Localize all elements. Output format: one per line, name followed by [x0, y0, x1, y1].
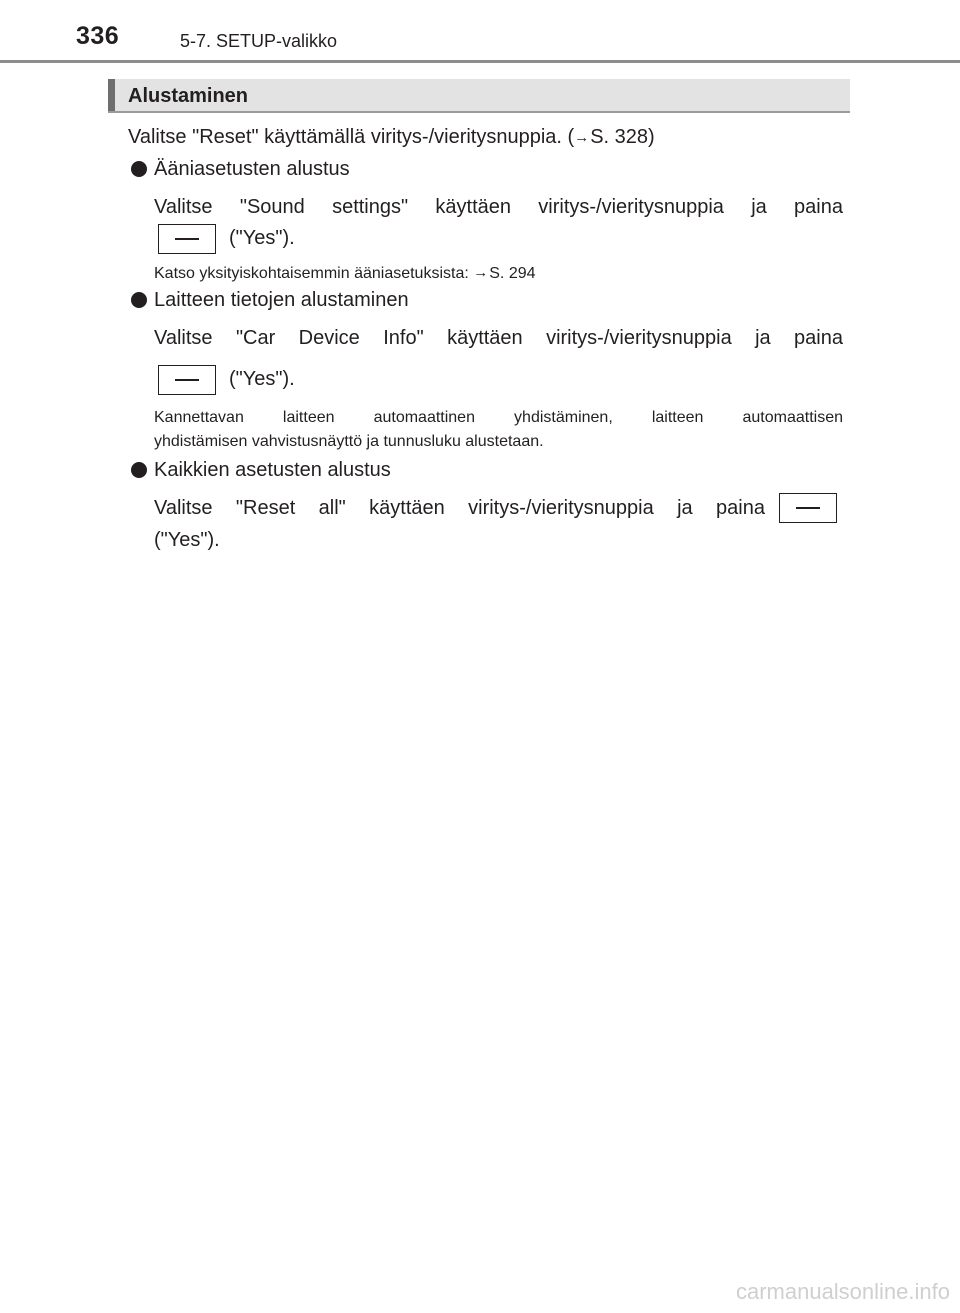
item-instruction: Valitse "Reset all" käyttäen viritys-/vieritysnuppia ja paina: [154, 497, 765, 519]
dash-key-icon: [158, 365, 216, 395]
dash-icon: [175, 379, 199, 381]
item-title: Kaikkien asetusten alustus: [154, 459, 391, 481]
heading-accent-bar: [108, 79, 115, 111]
intro-page-ref: S. 328): [590, 126, 655, 148]
item-note-line: yhdistämisen vahvistusnäyttö ja tunnusluku alustetaan.: [154, 433, 544, 450]
arrow-icon: →: [473, 264, 489, 281]
intro-text: Valitse "Reset" käyttämällä viritys-/vieritysnuppia. (: [128, 126, 575, 148]
item-instruction: Valitse "Sound settings" käyttäen viritys-/vieritysnuppia ja paina: [154, 196, 843, 218]
bullet-icon: [131, 462, 147, 478]
dash-icon: [796, 507, 820, 509]
chapter-title: 5-7. SETUP-valikko: [180, 31, 338, 51]
section-heading-text: Alustaminen: [128, 85, 249, 107]
dash-key-icon: [779, 493, 837, 523]
dash-icon: [175, 238, 199, 240]
item-note-line: Kannettavan laitteen automaattinen yhdistäminen, laitteen automaattisen: [154, 409, 843, 426]
bullet-icon: [131, 292, 147, 308]
arrow-icon: →: [574, 129, 590, 146]
section-heading: [108, 79, 850, 113]
page-header: [0, 0, 960, 64]
item-instruction-end: ("Yes").: [229, 227, 295, 249]
item-title: Laitteen tietojen alustaminen: [154, 289, 409, 311]
note-page-ref: S. 294: [489, 265, 536, 282]
item-instruction-end: ("Yes").: [229, 368, 295, 390]
item-instruction-end: ("Yes").: [154, 529, 220, 551]
note-text: Katso yksityiskohtaisemmin ääniasetuksista:: [154, 265, 474, 282]
item-instruction: Valitse "Car Device Info" käyttäen viritys-/vieritysnuppia ja paina: [154, 327, 843, 349]
item-title: Ääniasetusten alustus: [154, 158, 350, 180]
watermark: carmanualsonline.info: [735, 1279, 950, 1304]
dash-key-icon: [158, 224, 216, 254]
header-rule: [0, 60, 960, 63]
page-number: 336: [76, 22, 120, 50]
bullet-icon: [131, 161, 147, 177]
